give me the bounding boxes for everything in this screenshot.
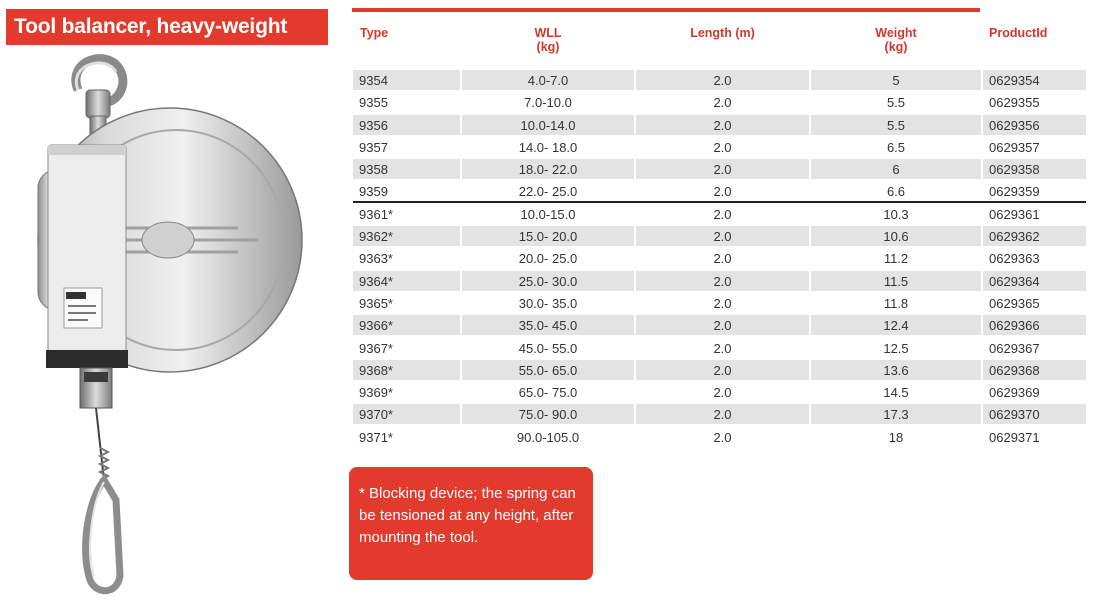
cell-weight: 10.6 (811, 226, 981, 246)
cell-wll: 15.0- 20.0 (462, 226, 634, 246)
cell-type: 9355 (359, 95, 388, 111)
cell-length: 2.0 (713, 184, 732, 200)
cell-product-id: 0629361 (989, 206, 1040, 222)
table-row (353, 337, 1086, 359)
cell-wll: 10.0-15.0 (520, 206, 576, 222)
cell-type: 9370* (353, 404, 460, 424)
page-title: Tool balancer, heavy-weight design (6, 9, 328, 45)
cell-wll: 22.0- 25.0 (518, 184, 578, 200)
cell-product-id: 0629364 (983, 271, 1086, 291)
header-type: Type (360, 26, 389, 40)
cell-product-id: 0629362 (983, 226, 1086, 246)
top-accent-rule (352, 8, 980, 12)
cell-product-id: 0629371 (989, 429, 1040, 445)
footnote-line-3: mounting the tool. (359, 529, 479, 546)
table-row (353, 426, 1086, 448)
wire-cable (96, 408, 104, 480)
front-cover-plate (48, 145, 126, 360)
cell-product-id: 0629354 (983, 70, 1086, 90)
header-weight-unit: (kg) (884, 40, 908, 54)
cell-weight: 6.5 (886, 139, 906, 155)
cell-length: 2.0 (713, 429, 732, 445)
cell-length: 2.0 (713, 385, 732, 401)
cell-length: 2.0 (713, 139, 732, 155)
cell-product-id: 0629366 (983, 315, 1086, 335)
cell-length: 2.0 (636, 226, 809, 246)
cell-weight: 5 (811, 70, 981, 90)
cell-length: 2.0 (713, 95, 732, 111)
cell-weight: 11.8 (883, 295, 909, 311)
cell-wll: 45.0- 55.0 (518, 340, 578, 356)
cell-type: 9368* (353, 360, 460, 380)
table-row (353, 359, 1086, 381)
footnote-line-1: * Blocking device; the spring can (359, 485, 576, 502)
table-row (353, 381, 1086, 403)
cell-weight: 5.5 (886, 95, 906, 111)
cell-wll: 18.0- 22.0 (462, 159, 634, 179)
cell-weight: 12.4 (811, 315, 981, 335)
cell-wll: 4.0-7.0 (462, 70, 634, 90)
cell-weight: 6.6 (886, 184, 906, 200)
cell-length: 2.0 (713, 206, 732, 222)
cell-type: 9365* (359, 295, 393, 311)
table-header (353, 20, 1086, 68)
cell-length: 2.0 (713, 251, 732, 267)
carabiner-hook-icon (86, 480, 120, 591)
cell-length: 2.0 (636, 159, 809, 179)
cell-type: 9369* (359, 385, 393, 401)
cell-wll: 30.0- 35.0 (518, 295, 578, 311)
cell-weight: 11.5 (811, 271, 981, 291)
table-row (353, 403, 1086, 425)
cell-type: 9354 (353, 70, 460, 90)
table-row (353, 69, 1086, 91)
table-row (353, 314, 1086, 336)
cell-length: 2.0 (636, 70, 809, 90)
cell-weight: 5.5 (811, 115, 981, 135)
cell-wll: 90.0-105.0 (516, 429, 580, 445)
cell-product-id: 0629367 (989, 340, 1040, 356)
cell-type: 9363* (359, 251, 393, 267)
cell-type: 9361* (359, 206, 393, 222)
table-row (353, 247, 1086, 269)
header-weight-label: Weight (875, 26, 917, 40)
cell-wll: 14.0- 18.0 (518, 139, 578, 155)
table-row (353, 292, 1086, 314)
cell-product-id: 0629356 (983, 115, 1086, 135)
header-product-id: ProductId (989, 26, 1048, 40)
cell-product-id: 0629365 (989, 295, 1040, 311)
table-row (353, 91, 1086, 113)
cell-wll: 35.0- 45.0 (462, 315, 634, 335)
cell-weight: 10.3 (883, 206, 909, 222)
cell-length: 2.0 (713, 295, 732, 311)
cell-wll: 20.0- 25.0 (518, 251, 578, 267)
header-length: Length (m) (690, 26, 755, 40)
cell-wll: 7.0-10.0 (524, 95, 572, 111)
cell-length: 2.0 (713, 340, 732, 356)
cell-type: 9362* (353, 226, 460, 246)
cell-type: 9358 (353, 159, 460, 179)
cell-weight: 17.3 (811, 404, 981, 424)
cell-type: 9371* (359, 429, 393, 445)
table-row (353, 136, 1086, 158)
table-row (353, 114, 1086, 136)
cell-weight: 13.6 (811, 360, 981, 380)
cell-weight: 12.5 (883, 340, 909, 356)
cell-wll: 65.0- 75.0 (518, 385, 578, 401)
cell-product-id: 0629355 (989, 95, 1040, 111)
cell-wll: 10.0-14.0 (462, 115, 634, 135)
cell-type: 9357 (359, 139, 388, 155)
cell-type: 9367* (359, 340, 393, 356)
cell-weight: 11.2 (883, 251, 909, 267)
cell-weight: 14.5 (883, 385, 909, 401)
cell-wll: 75.0- 90.0 (462, 404, 634, 424)
table-body (353, 69, 1086, 448)
cable-exit (46, 350, 128, 408)
cell-length: 2.0 (636, 404, 809, 424)
tool-balancer-illustration (8, 50, 308, 600)
cell-type: 9356 (353, 115, 460, 135)
cell-weight: 6 (811, 159, 981, 179)
spec-table (353, 20, 1086, 445)
cell-type: 9364* (353, 271, 460, 291)
cell-type: 9359 (359, 184, 388, 200)
cell-type: 9366* (353, 315, 460, 335)
cell-product-id: 0629358 (983, 159, 1086, 179)
cell-product-id: 0629359 (989, 184, 1040, 200)
table-row (353, 203, 1086, 225)
table-row (353, 158, 1086, 180)
cell-length: 2.0 (636, 315, 809, 335)
header-weight (811, 26, 981, 54)
cell-product-id: 0629370 (983, 404, 1086, 424)
cell-product-id: 0629363 (989, 251, 1040, 267)
cell-product-id: 0629369 (989, 385, 1040, 401)
cell-length: 2.0 (636, 271, 809, 291)
cell-length: 2.0 (636, 360, 809, 380)
table-row (353, 180, 1086, 202)
footnote-box (349, 467, 593, 580)
header-wll (462, 26, 634, 54)
footnote-line-2: be tensioned at any height, after (359, 507, 574, 524)
cell-length: 2.0 (636, 115, 809, 135)
table-row (353, 270, 1086, 292)
cell-wll: 25.0- 30.0 (462, 271, 634, 291)
header-wll-label: WLL (534, 26, 562, 40)
cell-wll: 55.0- 65.0 (462, 360, 634, 380)
cell-product-id: 0629357 (989, 139, 1040, 155)
cell-product-id: 0629368 (983, 360, 1086, 380)
table-row (353, 225, 1086, 247)
cell-weight: 18 (888, 429, 904, 445)
header-wll-unit: (kg) (536, 40, 560, 54)
